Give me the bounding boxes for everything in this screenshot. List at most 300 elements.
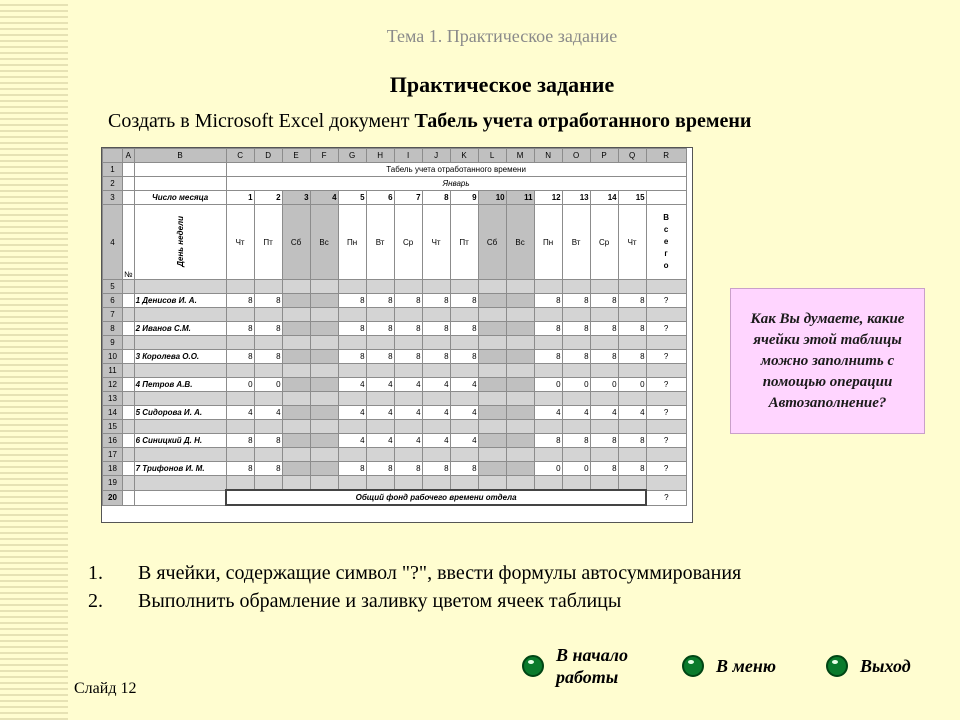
hours-cell — [506, 322, 534, 336]
spacer-cell — [618, 448, 646, 462]
nav-start-label-1: В начало — [556, 645, 628, 665]
day-number-cell: 2 — [254, 191, 282, 205]
spacer-cell — [394, 448, 422, 462]
spacer-cell — [226, 364, 254, 378]
hours-cell — [310, 434, 338, 448]
row-header: 11 — [103, 364, 123, 378]
spacer-cell — [134, 448, 226, 462]
sheet-cell — [123, 462, 135, 476]
hours-cell: 8 — [338, 350, 366, 364]
nav-start-button[interactable] — [522, 644, 628, 688]
spacer-cell — [366, 448, 394, 462]
spacer-cell — [562, 336, 590, 350]
column-header: M — [506, 149, 534, 163]
spacer-cell — [338, 364, 366, 378]
spacer-row — [103, 448, 687, 462]
spacer-cell — [562, 448, 590, 462]
sheet-cell — [134, 490, 226, 505]
spacer-cell — [134, 308, 226, 322]
spacer-cell — [534, 448, 562, 462]
hours-cell: 8 — [366, 350, 394, 364]
nav-menu-label: В меню — [716, 656, 776, 676]
spacer-cell — [282, 336, 310, 350]
slide-number: Слайд 12 — [74, 680, 137, 697]
row-header: 16 — [103, 434, 123, 448]
row-header: 13 — [103, 392, 123, 406]
spacer-cell — [310, 336, 338, 350]
hours-cell: 8 — [226, 462, 254, 476]
hours-cell — [506, 350, 534, 364]
hours-cell: 4 — [394, 406, 422, 420]
hours-cell — [282, 350, 310, 364]
hours-cell — [282, 434, 310, 448]
spacer-cell — [254, 336, 282, 350]
hours-cell: 8 — [590, 434, 618, 448]
spacer-cell — [646, 476, 686, 491]
spacer-cell — [226, 308, 254, 322]
spacer-cell — [226, 448, 254, 462]
spacer-cell — [534, 280, 562, 294]
hours-cell: 8 — [394, 294, 422, 308]
hours-cell: 8 — [422, 462, 450, 476]
spacer-cell — [646, 336, 686, 350]
hours-cell: 8 — [254, 462, 282, 476]
row-header: 4 — [103, 205, 123, 280]
hours-cell — [478, 378, 506, 392]
weekday-cell: Чт — [226, 205, 254, 280]
hours-cell: 8 — [562, 350, 590, 364]
spacer-cell — [310, 420, 338, 434]
table-title-cell: Табель учета отработанного времени — [226, 163, 686, 177]
weekday-cell: Вт — [366, 205, 394, 280]
spacer-cell — [394, 308, 422, 322]
spacer-cell — [478, 392, 506, 406]
hours-cell: 0 — [254, 378, 282, 392]
spacer-cell — [282, 448, 310, 462]
spacer-cell — [506, 280, 534, 294]
column-header: Q — [618, 149, 646, 163]
spacer-cell — [134, 280, 226, 294]
hours-cell: 8 — [366, 462, 394, 476]
employee-name-cell: 3 Королева О.О. — [134, 350, 226, 364]
spacer-cell — [123, 448, 135, 462]
table-row — [103, 191, 687, 205]
spacer-cell — [366, 476, 394, 491]
day-number-cell: 9 — [450, 191, 478, 205]
question-callout: Как Вы думаете, какие ячейки этой таблицы можно заполнить с помощью операции Автозаполнение? — [730, 288, 925, 434]
sheet-cell — [123, 406, 135, 420]
spacer-row — [103, 420, 687, 434]
spacer-cell — [394, 364, 422, 378]
spacer-cell — [478, 308, 506, 322]
spacer-cell — [562, 280, 590, 294]
table-row — [103, 378, 687, 392]
employee-name-cell: 6 Синицкий Д. Н. — [134, 434, 226, 448]
hours-cell — [282, 322, 310, 336]
spacer-cell — [394, 280, 422, 294]
hours-cell: 4 — [366, 406, 394, 420]
spacer-cell — [590, 448, 618, 462]
row-header: 17 — [103, 448, 123, 462]
hours-cell: 8 — [226, 322, 254, 336]
column-header: H — [366, 149, 394, 163]
hours-cell: 8 — [618, 350, 646, 364]
spacer-row — [103, 308, 687, 322]
day-number-cell: 1 — [226, 191, 254, 205]
hours-cell: 4 — [562, 406, 590, 420]
spacer-cell — [338, 476, 366, 491]
sheet-cell — [134, 177, 226, 191]
spacer-cell — [310, 476, 338, 491]
table-row — [103, 434, 687, 448]
total-label: В с е г о — [663, 213, 669, 270]
spacer-cell — [646, 420, 686, 434]
row-header: 10 — [103, 350, 123, 364]
hours-cell: 4 — [394, 434, 422, 448]
hours-cell: 8 — [394, 350, 422, 364]
spacer-cell — [254, 280, 282, 294]
hours-cell: 4 — [534, 406, 562, 420]
hours-cell: 8 — [450, 294, 478, 308]
hours-cell — [506, 462, 534, 476]
hours-cell: 8 — [422, 350, 450, 364]
hours-cell — [310, 294, 338, 308]
sheet-cell — [123, 177, 135, 191]
sheet-cell — [134, 163, 226, 177]
spacer-cell — [450, 280, 478, 294]
hours-cell: 8 — [590, 294, 618, 308]
spacer-cell — [338, 336, 366, 350]
total-cell: ? — [646, 462, 686, 476]
column-header: O — [562, 149, 590, 163]
spacer-cell — [422, 448, 450, 462]
employee-name-cell: 7 Трифонов И. М. — [134, 462, 226, 476]
column-header: R — [646, 149, 686, 163]
bullet-icon — [682, 655, 704, 677]
spacer-cell — [618, 420, 646, 434]
hours-cell: 8 — [338, 322, 366, 336]
hours-cell: 0 — [226, 378, 254, 392]
column-header: F — [310, 149, 338, 163]
hours-cell: 8 — [394, 462, 422, 476]
hours-cell: 8 — [590, 322, 618, 336]
spacer-cell — [478, 420, 506, 434]
hours-cell: 8 — [450, 322, 478, 336]
day-number-cell: 5 — [338, 191, 366, 205]
hours-cell: 4 — [338, 434, 366, 448]
spacer-cell — [394, 392, 422, 406]
hours-cell — [282, 294, 310, 308]
spacer-cell — [254, 448, 282, 462]
spacer-cell — [123, 420, 135, 434]
spacer-cell — [506, 336, 534, 350]
spacer-cell — [422, 308, 450, 322]
hours-cell: 8 — [590, 462, 618, 476]
hours-cell: 0 — [562, 462, 590, 476]
day-number-cell: 15 — [618, 191, 646, 205]
sheet-cell — [123, 163, 135, 177]
spacer-cell — [450, 336, 478, 350]
hours-cell: 8 — [534, 322, 562, 336]
employee-name-cell: 5 Сидорова И. А. — [134, 406, 226, 420]
spacer-cell — [366, 280, 394, 294]
spacer-cell — [646, 392, 686, 406]
spacer-cell — [590, 420, 618, 434]
hours-cell: 8 — [562, 434, 590, 448]
column-header: D — [254, 149, 282, 163]
table-row — [103, 406, 687, 420]
spacer-cell — [534, 392, 562, 406]
column-header: L — [478, 149, 506, 163]
column-header: E — [282, 149, 310, 163]
spacer-cell — [254, 420, 282, 434]
spacer-cell — [422, 476, 450, 491]
spacer-cell — [134, 392, 226, 406]
hours-cell: 4 — [422, 378, 450, 392]
spacer-cell — [394, 476, 422, 491]
hours-cell: 8 — [422, 322, 450, 336]
spacer-cell — [226, 280, 254, 294]
spacer-cell — [338, 280, 366, 294]
hours-cell — [506, 434, 534, 448]
sheet-cell — [123, 191, 135, 205]
spacer-cell — [366, 308, 394, 322]
hours-cell — [478, 294, 506, 308]
nav-menu-button[interactable] — [682, 655, 776, 677]
slide-title: Практическое задание — [389, 72, 615, 97]
table-row — [103, 490, 687, 505]
task-prefix: Создать в Microsoft Excel документ — [108, 110, 410, 132]
spacer-cell — [366, 364, 394, 378]
total-cell: ? — [646, 350, 686, 364]
row-header: 5 — [103, 280, 123, 294]
hours-cell: 4 — [422, 434, 450, 448]
hours-cell — [478, 462, 506, 476]
hours-cell: 8 — [422, 294, 450, 308]
spacer-cell — [282, 392, 310, 406]
weekday-cell: Пт — [450, 205, 478, 280]
hours-cell: 0 — [534, 462, 562, 476]
table-row — [103, 322, 687, 336]
spacer-cell — [134, 420, 226, 434]
weekday-cell: Пт — [254, 205, 282, 280]
spacer-cell — [282, 308, 310, 322]
total-cell: ? — [646, 406, 686, 420]
spacer-row — [103, 476, 687, 491]
column-header: A — [123, 149, 135, 163]
spacer-cell — [506, 448, 534, 462]
weekday-cell: Ср — [590, 205, 618, 280]
list-number: 1. — [88, 562, 103, 584]
hours-cell: 8 — [254, 322, 282, 336]
spacer-cell — [282, 476, 310, 491]
weekday-cell: Пн — [534, 205, 562, 280]
hours-cell: 4 — [422, 406, 450, 420]
spacer-cell — [282, 364, 310, 378]
hours-cell: 8 — [226, 294, 254, 308]
hours-cell — [310, 378, 338, 392]
hours-cell: 8 — [618, 434, 646, 448]
hours-cell — [282, 406, 310, 420]
employee-name-cell: 1 Денисов И. А. — [134, 294, 226, 308]
spacer-cell — [618, 308, 646, 322]
spacer-cell — [226, 336, 254, 350]
hours-cell: 8 — [590, 350, 618, 364]
spacer-cell — [123, 280, 135, 294]
month-cell: Январь — [226, 177, 686, 191]
spacer-cell — [226, 392, 254, 406]
column-header: C — [226, 149, 254, 163]
column-header: P — [590, 149, 618, 163]
list-item — [88, 590, 741, 618]
table-row — [103, 163, 687, 177]
day-number-cell: 4 — [310, 191, 338, 205]
spacer-cell — [646, 280, 686, 294]
excel-timesheet-screenshot — [101, 147, 693, 523]
hours-cell: 8 — [618, 322, 646, 336]
hours-cell: 8 — [254, 350, 282, 364]
spacer-cell — [310, 308, 338, 322]
hours-cell — [282, 378, 310, 392]
spacer-cell — [422, 420, 450, 434]
hours-cell: 8 — [226, 350, 254, 364]
spacer-cell — [590, 476, 618, 491]
spacer-cell — [422, 280, 450, 294]
spacer-cell — [534, 336, 562, 350]
spacer-cell — [478, 280, 506, 294]
spacer-cell — [562, 308, 590, 322]
spacer-cell — [590, 392, 618, 406]
hours-cell: 8 — [562, 294, 590, 308]
weekday-cell: Вс — [506, 205, 534, 280]
spacer-cell — [646, 308, 686, 322]
spacer-cell — [618, 280, 646, 294]
row-header: 2 — [103, 177, 123, 191]
weekday-cell: Пн — [338, 205, 366, 280]
row-header: 6 — [103, 294, 123, 308]
hours-cell: 8 — [338, 294, 366, 308]
hours-cell: 8 — [338, 462, 366, 476]
table-row — [103, 462, 687, 476]
sheet-cell — [123, 378, 135, 392]
sheet-cell — [123, 322, 135, 336]
spacer-cell — [562, 420, 590, 434]
column-header: G — [338, 149, 366, 163]
hours-cell — [506, 294, 534, 308]
hours-cell: 4 — [226, 406, 254, 420]
spacer-cell — [590, 364, 618, 378]
sheet-cell — [123, 294, 135, 308]
nav-exit-button[interactable] — [826, 655, 911, 677]
spacer-cell — [506, 364, 534, 378]
hours-cell: 4 — [394, 378, 422, 392]
hours-cell: 8 — [534, 350, 562, 364]
day-number-cell: 14 — [590, 191, 618, 205]
list-item — [88, 562, 741, 590]
spacer-cell — [254, 308, 282, 322]
spacer-cell — [450, 448, 478, 462]
spacer-cell — [134, 364, 226, 378]
spacer-cell — [590, 280, 618, 294]
total-cell: ? — [646, 322, 686, 336]
task-document-name: Табель учета отработанного времени — [414, 110, 752, 132]
hours-cell: 4 — [254, 406, 282, 420]
sheet-cell — [123, 350, 135, 364]
day-number-cell: 3 — [282, 191, 310, 205]
nav-start-label-2: работы — [556, 667, 619, 687]
spacer-cell — [478, 448, 506, 462]
nav-exit-label: Выход — [860, 656, 911, 676]
hours-cell: 4 — [450, 434, 478, 448]
hours-cell — [310, 322, 338, 336]
spacer-cell — [506, 420, 534, 434]
spacer-cell — [366, 392, 394, 406]
spacer-cell — [450, 392, 478, 406]
row-header: 19 — [103, 476, 123, 491]
weekday-cell: Ср — [394, 205, 422, 280]
hours-cell: 8 — [618, 462, 646, 476]
spacer-cell — [310, 364, 338, 378]
spacer-cell — [534, 364, 562, 378]
day-number-cell: 7 — [394, 191, 422, 205]
spacer-cell — [478, 364, 506, 378]
list-number: 2. — [88, 590, 103, 612]
weekday-cell: Вс — [310, 205, 338, 280]
employee-name-cell: 2 Иванов С.М. — [134, 322, 226, 336]
spacer-cell — [123, 392, 135, 406]
hours-cell — [310, 350, 338, 364]
hours-cell — [506, 378, 534, 392]
hours-cell — [310, 406, 338, 420]
sheet-cell — [123, 490, 135, 505]
hours-cell: 4 — [338, 406, 366, 420]
hours-cell — [478, 322, 506, 336]
hours-cell — [478, 406, 506, 420]
spacer-cell — [422, 336, 450, 350]
column-header: I — [394, 149, 422, 163]
hours-cell: 8 — [534, 294, 562, 308]
row-header: 3 — [103, 191, 123, 205]
bullet-icon — [826, 655, 848, 677]
table-row — [103, 350, 687, 364]
hours-cell: 4 — [450, 378, 478, 392]
spacer-cell — [282, 420, 310, 434]
fund-total-cell: ? — [646, 490, 686, 505]
day-number-cell: 6 — [366, 191, 394, 205]
hours-cell: 0 — [562, 378, 590, 392]
day-number-cell: 10 — [478, 191, 506, 205]
spacer-cell — [310, 280, 338, 294]
hours-cell: 4 — [338, 378, 366, 392]
spacer-cell — [422, 392, 450, 406]
spacer-row — [103, 364, 687, 378]
spacer-cell — [562, 364, 590, 378]
spacer-cell — [394, 336, 422, 350]
weekday-cell: Сб — [282, 205, 310, 280]
spacer-row — [103, 392, 687, 406]
spacer-cell — [422, 364, 450, 378]
spacer-cell — [450, 308, 478, 322]
row-header: 9 — [103, 336, 123, 350]
timesheet-table — [102, 148, 687, 506]
hours-cell: 8 — [254, 434, 282, 448]
hours-cell: 8 — [450, 350, 478, 364]
spacer-cell — [590, 336, 618, 350]
decorative-stripes — [0, 0, 68, 720]
spacer-cell — [123, 476, 135, 491]
column-header: K — [450, 149, 478, 163]
spacer-cell — [254, 364, 282, 378]
